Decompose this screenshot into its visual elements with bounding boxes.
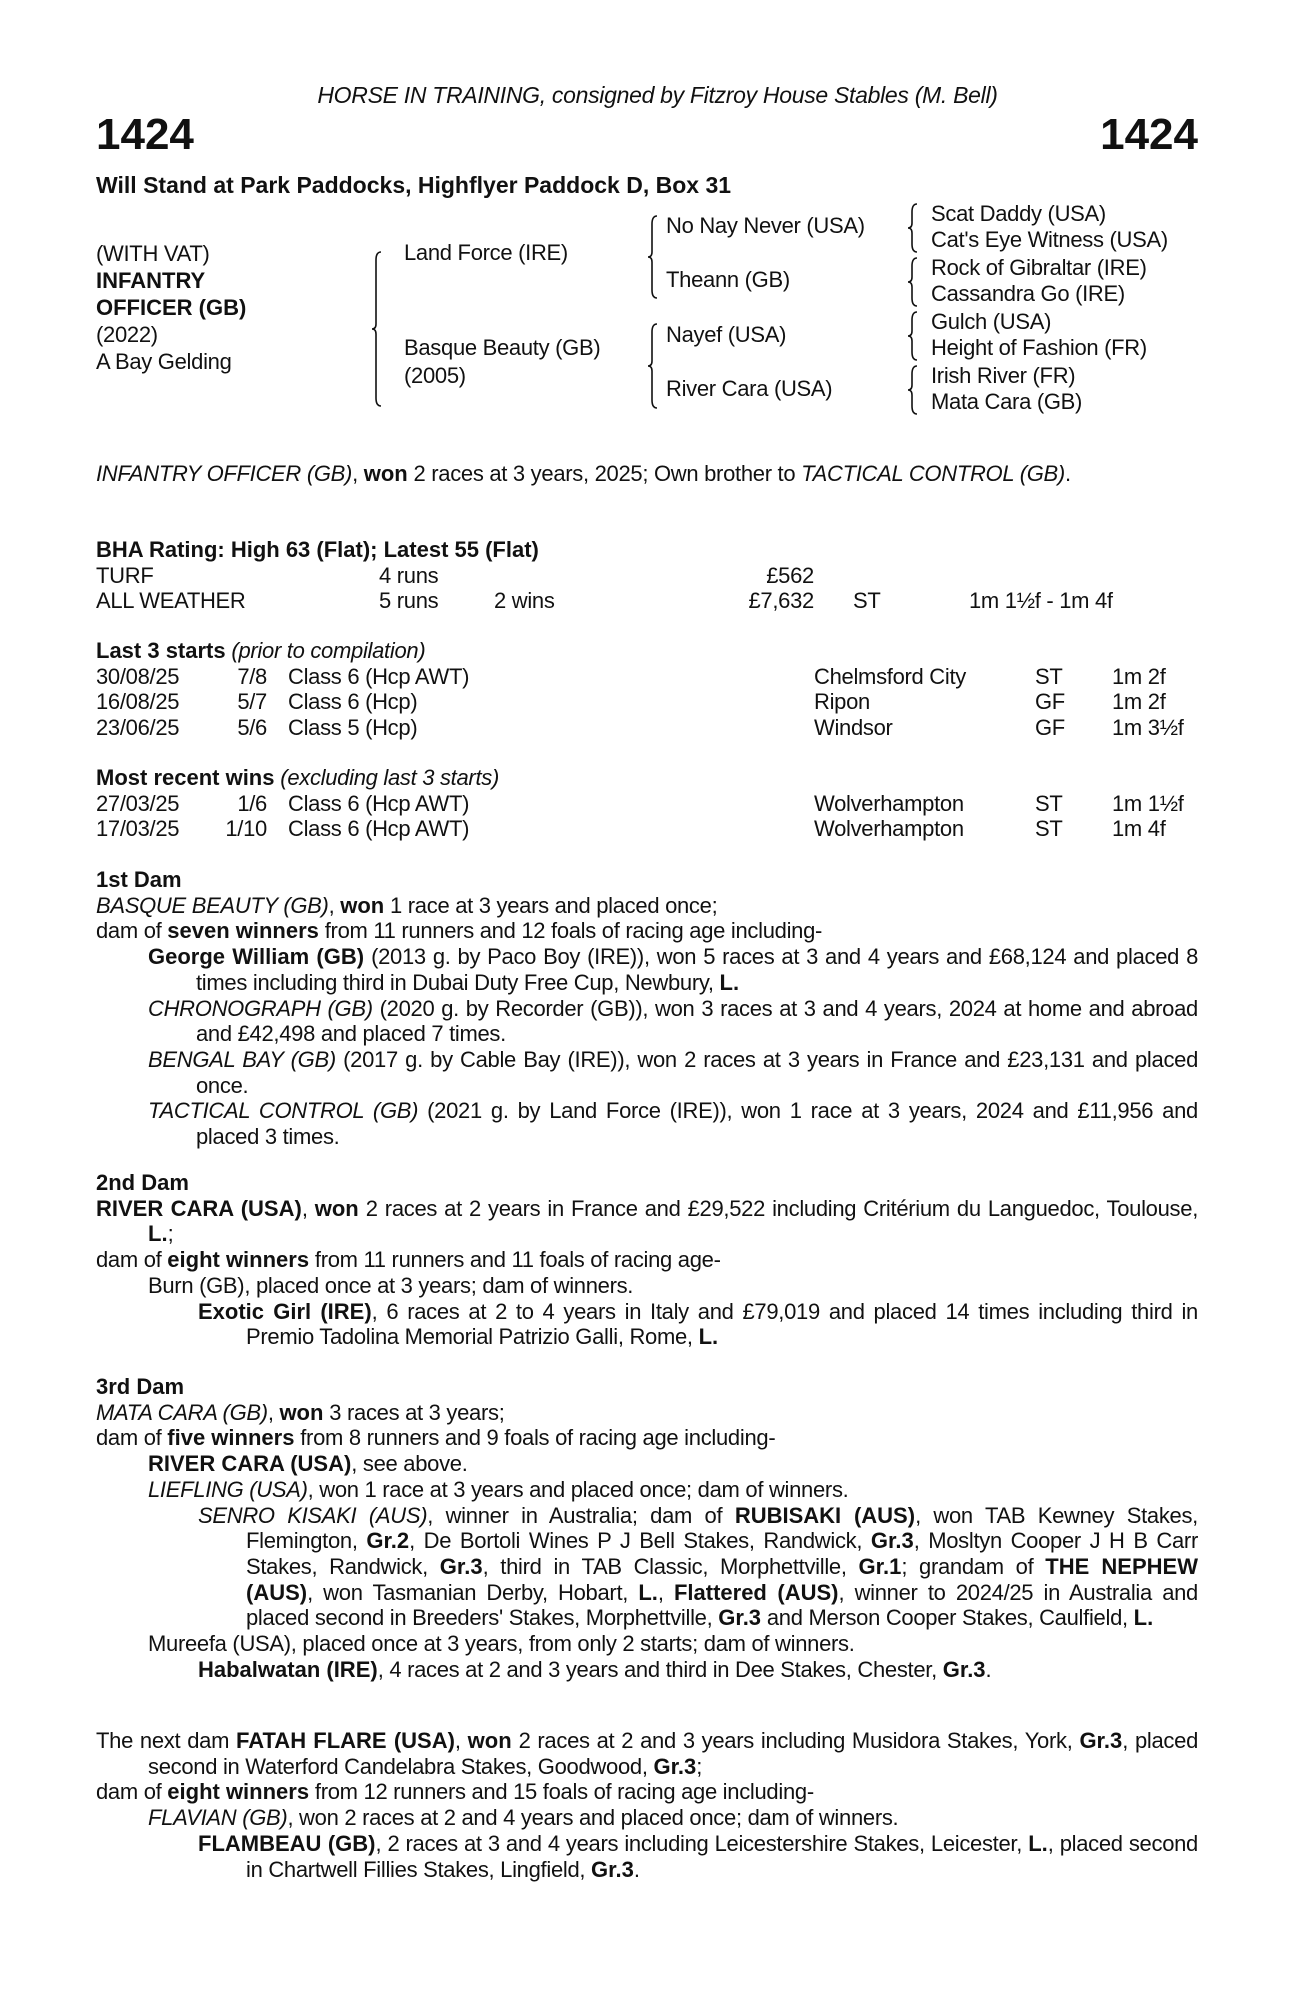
italic-text: BENGAL BAY (GB) <box>148 1046 336 1072</box>
bold-text: eight winners <box>167 1779 310 1805</box>
text-run: from 11 runners and 12 foals of racing age including- <box>318 918 823 944</box>
text-run: , <box>352 461 364 486</box>
text-run: (2021 g. by Land Force (IRE)), won 1 race at 3 years, 2024 and £11,956 and placed 3 times. <box>196 1098 1198 1150</box>
text-run: , <box>267 1399 280 1425</box>
race-going: GF <box>1035 715 1065 741</box>
second-dam-section <box>96 1170 1198 1350</box>
bold-text: Gr.1 <box>858 1553 902 1579</box>
bold-text: Habalwatan (IRE) <box>198 1656 378 1682</box>
race-course: Windsor <box>814 715 893 741</box>
great-grandparent: Gulch (USA) <box>931 309 1052 334</box>
bold-text: Gr.3 <box>870 1528 914 1554</box>
race-date: 17/03/25 <box>96 816 180 842</box>
pedigree-paragraph <box>96 1299 1198 1350</box>
bold-text: won <box>314 1195 359 1221</box>
pedigree-paragraph <box>96 944 1198 995</box>
bold-text: eight winners <box>167 1247 310 1273</box>
pedigree-paragraph <box>96 1657 1198 1683</box>
last-starts-section <box>96 638 1198 741</box>
pedigree-paragraph <box>96 918 1198 944</box>
recent-wins-note: (excluding last 3 starts) <box>274 765 499 790</box>
pedigree-paragraph <box>96 1805 1198 1831</box>
next-dam-section <box>96 1728 1198 1882</box>
bold-text: FLAMBEAU (GB) <box>198 1830 376 1856</box>
grandparent: River Cara (USA) <box>666 376 833 401</box>
subject-description: A Bay Gelding <box>96 349 232 374</box>
bold-text: L. <box>638 1579 658 1605</box>
text-run: dam of <box>96 918 168 944</box>
grandparent: Theann (GB) <box>666 267 790 292</box>
subject-name-1: INFANTRY <box>96 268 206 293</box>
race-row <box>96 715 1198 741</box>
text-run: from 8 runners and 9 foals of racing age including- <box>294 1425 776 1451</box>
race-position: 1/6 <box>237 790 267 816</box>
text-run: 1 race at 3 years and placed once; <box>384 892 718 918</box>
surface: TURF <box>96 562 154 588</box>
italic-text: BASQUE BEAUTY (GB) <box>96 892 329 918</box>
race-position: 1/10 <box>225 816 267 842</box>
bold-text: THE NEPHEW (AUS) <box>246 1553 1198 1605</box>
text-run: , won 2 races at 2 and 4 years and placed once; dam of winners. <box>287 1805 899 1831</box>
text-run: , see above. <box>351 1451 468 1477</box>
second-dam-title: 2nd Dam <box>96 1170 189 1195</box>
pedigree-paragraph <box>96 1047 1198 1098</box>
text-run: , won 1 race at 3 years and placed once; dam of winners. <box>307 1476 849 1502</box>
bold-text: Gr.3 <box>1079 1728 1123 1753</box>
bold-text: won <box>363 461 408 486</box>
race-class: Class 6 (Hcp AWT) <box>288 790 470 816</box>
earnings: £562 <box>766 562 814 588</box>
race-row <box>96 689 1198 715</box>
rating-title: BHA Rating: High 63 (Flat); Latest 55 (Flat) <box>96 537 539 562</box>
text-run: , won Tasmanian Derby, Hobart, <box>307 1579 639 1605</box>
text-run: , <box>328 892 341 918</box>
text-run: 2 races at 3 years, 2025; Own brother to <box>407 461 802 486</box>
text-run: (2020 g. by Recorder (GB)), won 3 races at 3 and 4 years, 2024 at home and abroad and £42,498 and placed 7 times. <box>196 995 1198 1047</box>
subject-vat: (WITH VAT) <box>96 241 210 266</box>
earnings: £7,632 <box>748 588 814 614</box>
subject-year: (2022) <box>96 322 158 347</box>
text-run: The next dam <box>96 1728 237 1753</box>
text-run: ; <box>167 1221 174 1247</box>
race-distance: 1m 2f <box>1112 689 1166 715</box>
recent-wins-section <box>96 765 1198 842</box>
runs: 4 runs <box>379 562 439 588</box>
text-run: from 12 runners and 15 foals of racing age including- <box>309 1779 814 1805</box>
text-run: , <box>301 1195 315 1221</box>
bold-text: Gr.3 <box>653 1753 697 1779</box>
distance: 1m 1½f - 1m 4f <box>969 588 1113 614</box>
pedigree-paragraph <box>96 1477 1198 1503</box>
italic-text: SENRO KISAKI (AUS) <box>198 1502 428 1528</box>
going: ST <box>853 588 881 614</box>
wins: 2 wins <box>494 588 555 614</box>
text-run: and Merson Cooper Stakes, Caulfield, <box>761 1605 1134 1631</box>
race-date: 30/08/25 <box>96 663 180 689</box>
text-run: , 6 races at 2 to 4 years in Italy and £79,019 and placed 14 times including third in Premio Tadolina Memorial Patrizio Galli, Rome, <box>246 1298 1198 1350</box>
rating-section <box>96 537 1198 614</box>
race-date: 27/03/25 <box>96 790 180 816</box>
text-run: , <box>657 1579 674 1605</box>
pedigree-paragraph <box>96 893 1198 919</box>
great-grandparent: Height of Fashion (FR) <box>931 335 1147 360</box>
race-going: GF <box>1035 689 1065 715</box>
race-course: Wolverhampton <box>814 790 964 816</box>
lot-number-right: 1424 <box>1100 110 1198 159</box>
pedigree-paragraph <box>96 1728 1198 1779</box>
bold-text: won <box>279 1399 324 1425</box>
bold-text: L. <box>698 1324 719 1350</box>
race-course: Ripon <box>814 689 870 715</box>
great-grandparent: Scat Daddy (USA) <box>931 201 1106 226</box>
pedigree-paragraph <box>96 1831 1198 1882</box>
text-run: 3 races at 3 years; <box>323 1399 505 1425</box>
bold-text: RUBISAKI (AUS) <box>734 1502 916 1528</box>
text-run: , winner in Australia; dam of <box>427 1502 735 1528</box>
text-run: Mureefa (USA), placed once at 3 years, from only 2 starts; dam of winners. <box>148 1631 855 1657</box>
text-run: from 11 runners and 11 foals of racing age- <box>309 1247 721 1273</box>
brace-icon <box>908 258 917 306</box>
text-run: , 4 races at 2 and 3 years and third in Dee Stakes, Chester, <box>377 1656 943 1682</box>
race-position: 5/6 <box>237 715 267 741</box>
runs: 5 runs <box>379 588 439 614</box>
rating-row <box>96 563 1198 589</box>
text-run: , third in TAB Classic, Morphettville, <box>482 1553 859 1579</box>
race-class: Class 6 (Hcp AWT) <box>288 663 470 689</box>
pedigree-paragraph <box>96 1451 1198 1477</box>
stand-location: Will Stand at Park Paddocks, Highflyer Paddock D, Box 31 <box>96 172 732 198</box>
race-distance: 1m 4f <box>1112 816 1166 842</box>
third-dam-title: 3rd Dam <box>96 1374 185 1399</box>
last-starts-title: Last 3 starts <box>96 638 226 663</box>
text-run: ; <box>696 1753 703 1779</box>
text-run: . <box>985 1656 992 1682</box>
italic-text: INFANTRY OFFICER (GB) <box>96 461 353 486</box>
great-grandparent: Cassandra Go (IRE) <box>931 281 1125 306</box>
recent-wins-title: Most recent wins <box>96 765 275 790</box>
pedigree-paragraph <box>96 1098 1198 1149</box>
subject-name-2: OFFICER (GB) <box>96 295 247 320</box>
brace-icon <box>648 216 657 298</box>
brace-icon <box>908 312 917 360</box>
bold-text: Gr.3 <box>942 1656 986 1682</box>
race-position: 7/8 <box>237 663 267 689</box>
text-run: . <box>1064 461 1071 486</box>
consignment-line: HORSE IN TRAINING, consigned by Fitzroy House Stables (M. Bell) <box>317 82 998 108</box>
lot-number-left: 1424 <box>96 110 194 159</box>
grandparent: No Nay Never (USA) <box>666 213 865 238</box>
race-course: Wolverhampton <box>814 816 964 842</box>
bold-text: L. <box>148 1221 168 1247</box>
first-dam-title: 1st Dam <box>96 867 182 892</box>
summary-section <box>96 461 1198 487</box>
dam-year: (2005) <box>404 363 466 388</box>
brace-icon <box>372 252 381 406</box>
first-dam-section <box>96 867 1198 1150</box>
great-grandparent: Cat's Eye Witness (USA) <box>931 227 1168 252</box>
bold-text: George William (GB) <box>148 944 365 970</box>
race-going: ST <box>1035 663 1063 689</box>
bold-text: Gr.2 <box>366 1528 410 1554</box>
bold-text: Gr.3 <box>718 1605 762 1631</box>
race-distance: 1m 3½f <box>1112 715 1184 741</box>
third-dam-section <box>96 1374 1198 1682</box>
pedigree-paragraph <box>96 1425 1198 1451</box>
text-run: ; grandam of <box>901 1553 1046 1579</box>
text-run: 2 races at 2 and 3 years including Musidora Stakes, York, <box>511 1728 1080 1753</box>
brace-icon <box>648 324 657 408</box>
italic-text: FLAVIAN (GB) <box>148 1805 288 1831</box>
pedigree-paragraph <box>96 1247 1198 1273</box>
surface: ALL WEATHER <box>96 588 246 614</box>
race-date: 23/06/25 <box>96 715 180 741</box>
bold-text: seven winners <box>167 918 319 944</box>
text-run: , <box>454 1728 468 1753</box>
pedigree-paragraph <box>96 1400 1198 1426</box>
text-run: , won TAB Kewney Stakes, Flemington, <box>246 1502 1198 1554</box>
bold-text: Flattered (AUS) <box>673 1579 839 1605</box>
race-distance: 1m 1½f <box>1112 790 1184 816</box>
text-run: dam of <box>96 1247 168 1273</box>
brace-icon <box>908 366 917 414</box>
text-run: (2017 g. by Cable Bay (IRE)), won 2 races at 3 years in France and £23,131 and placed once. <box>196 1046 1199 1098</box>
bold-text: RIVER CARA (USA) <box>96 1195 302 1221</box>
brace-icon <box>908 204 917 252</box>
bold-text: RIVER CARA (USA) <box>148 1451 352 1477</box>
bold-text: L. <box>719 969 740 995</box>
text-run: , winner to 2024/25 in Australia and placed second in Breeders' Stakes, Morphettville, <box>246 1579 1198 1631</box>
pedigree-paragraph <box>96 1196 1198 1247</box>
bold-text: won <box>467 1728 512 1753</box>
pedigree-paragraph <box>96 996 1198 1047</box>
italic-text: TACTICAL CONTROL (GB) <box>148 1098 419 1124</box>
bold-text: L. <box>1028 1830 1048 1856</box>
race-date: 16/08/25 <box>96 689 180 715</box>
pedigree-paragraph <box>96 1503 1198 1632</box>
race-row <box>96 664 1198 690</box>
last-starts-note: (prior to compilation) <box>225 638 426 663</box>
italic-text: LIEFLING (USA) <box>148 1476 308 1502</box>
great-grandparent: Mata Cara (GB) <box>931 389 1083 414</box>
sire: Land Force (IRE) <box>404 240 568 265</box>
pedigree-paragraph <box>96 461 1198 487</box>
text-run: . <box>633 1856 640 1882</box>
text-run: , placed second in Chartwell Fillies Stakes, Lingfield, <box>246 1830 1198 1882</box>
race-class: Class 5 (Hcp) <box>288 715 418 741</box>
italic-text: TACTICAL CONTROL (GB) <box>801 461 1065 486</box>
pedigree-paragraph <box>96 1273 1198 1299</box>
dam: Basque Beauty (GB) <box>404 335 601 360</box>
race-distance: 1m 2f <box>1112 663 1166 689</box>
great-grandparent: Irish River (FR) <box>931 363 1076 388</box>
bold-text: FATAH FLARE (USA) <box>236 1728 455 1753</box>
italic-text: MATA CARA (GB) <box>96 1399 268 1425</box>
great-grandparent: Rock of Gibraltar (IRE) <box>931 255 1147 280</box>
rating-row <box>96 588 1198 614</box>
race-class: Class 6 (Hcp AWT) <box>288 816 470 842</box>
race-going: ST <box>1035 816 1063 842</box>
race-row <box>96 791 1198 817</box>
text-run: , 2 races at 3 and 4 years including Leicestershire Stakes, Leicester, <box>375 1830 1029 1856</box>
race-course: Chelmsford City <box>814 663 966 689</box>
bold-text: won <box>340 892 385 918</box>
race-row <box>96 816 1198 842</box>
text-run: 2 races at 2 years in France and £29,522 including Critérium du Languedoc, Toulouse, <box>358 1195 1199 1221</box>
bold-text: Gr.3 <box>439 1553 483 1579</box>
text-run: , placed second in Waterford Candelabra Stakes, Goodwood, <box>148 1728 1199 1779</box>
race-class: Class 6 (Hcp) <box>288 689 418 715</box>
race-position: 5/7 <box>237 689 267 715</box>
text-run: dam of <box>96 1779 168 1805</box>
bold-text: L. <box>1133 1605 1154 1631</box>
bold-text: Gr.3 <box>591 1856 634 1882</box>
italic-text: CHRONOGRAPH (GB) <box>148 995 373 1021</box>
text-run: dam of <box>96 1425 168 1451</box>
text-run: Burn (GB), placed once at 3 years; dam of winners. <box>148 1272 634 1298</box>
pedigree-paragraph <box>96 1779 1198 1805</box>
bold-text: Exotic Girl (IRE) <box>198 1298 372 1324</box>
text-run: , Mosltyn Cooper J H B Carr Stakes, Randwick, <box>246 1528 1198 1579</box>
race-going: ST <box>1035 790 1063 816</box>
bold-text: five winners <box>167 1425 295 1451</box>
grandparent: Nayef (USA) <box>666 322 787 347</box>
text-run: (2013 g. by Paco Boy (IRE)), won 5 races at 3 and 4 years and £68,124 and placed 8 times including third in Dubai Duty Free Cup, Newbury, <box>196 944 1199 995</box>
text-run: , De Bortoli Wines P J Bell Stakes, Randwick, <box>409 1528 871 1554</box>
pedigree-paragraph <box>96 1631 1198 1657</box>
